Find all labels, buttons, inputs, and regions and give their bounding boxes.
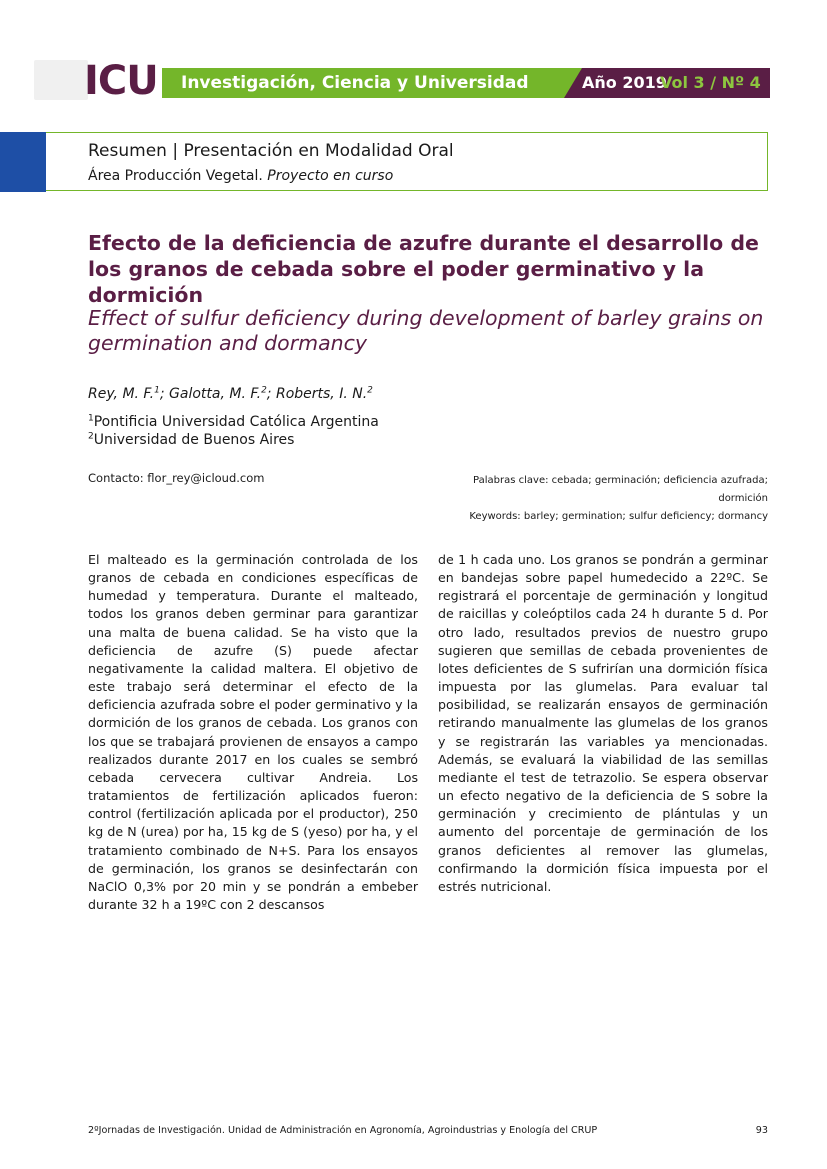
affiliation-2 xyxy=(88,431,294,449)
author-name: Galotta, M. F. xyxy=(169,386,262,402)
footer-text: 2ºJornadas de Investigación. Unidad de Administración en Agronomía, Agroindustrias y Enología del CRUP xyxy=(88,1125,598,1136)
author-separator: ; xyxy=(159,386,170,402)
keywords-block xyxy=(440,472,768,526)
contact-email: Contacto: flor_rey@icloud.com xyxy=(88,471,265,485)
affiliation-mark: 2 xyxy=(88,431,94,442)
logo-mark xyxy=(34,60,88,100)
affiliation-mark: 1 xyxy=(88,413,94,424)
area-label: Área Producción Vegetal. xyxy=(88,168,263,184)
journal-logo: ICU xyxy=(84,58,158,104)
author-affiliation-mark: 1 xyxy=(154,385,160,396)
affiliation-name: Pontificia Universidad Católica Argentina xyxy=(93,414,379,430)
page-number: 93 xyxy=(755,1125,768,1136)
keywords-english xyxy=(440,508,768,526)
keywords-label: Keywords: xyxy=(469,511,521,522)
section-marker xyxy=(0,132,46,192)
issue-year: Año 2019 xyxy=(582,73,667,92)
affiliation-name: Universidad de Buenos Aires xyxy=(93,432,295,448)
title-spanish: Efecto de la deficiencia de azufre durante el desarrollo de los granos de cebada sobre el poder germinativo y la dormición xyxy=(88,231,759,307)
project-status: Proyecto en curso xyxy=(267,168,394,184)
keywords-spanish xyxy=(440,472,768,508)
area-line xyxy=(88,166,393,186)
author-separator: ; xyxy=(266,386,276,402)
keywords-values: cebada; germinación; deficiencia azufrada; dormición xyxy=(551,475,768,504)
author-affiliation-mark: 2 xyxy=(261,385,267,396)
abstract-column-1: El malteado es la germinación controlada de los granos de cebada en condiciones específicas de humedad y temperatura. Durante el malteado, todos los granos deben germinar para garantizar una malta de buena calidad. Se ha visto que la deficiencia de azufre (S) puede afectar negativamente la calidad maltera. El objetivo de este trabajo será determinar el efecto de la deficiencia azufrada sobre el poder germinativo y la dormición de los granos de cebada. Los granos con los que se trabajará provienen de ensayos a campo realizados durante 2017 en los cuales se sembró cebada cervecera cultivar Andreia. Los tratamientos de fertilización aplicados fueron: control (fertilización aplicada por el productor), 250 kg de N (urea) por ha, 15 kg de S (yeso) por ha, y el tratamiento combinado de N+S. Para los ensayos de germinación, los granos se desinfectarán con NaClO 0,3% por 20 min y se pondrán a embeber durante 32 h a 19ºC con 2 descansos xyxy=(88,552,418,912)
author-name: Rey, M. F. xyxy=(88,386,155,402)
title-english: Effect of sulfur deficiency during development of barley grains on germination and dormancy xyxy=(88,306,764,355)
abstract-column-2: de 1 h cada uno. Los granos se pondrán a germinar en bandejas sobre papel humedecido a 22ºC. Se registrará el porcentaje de germinación y longitud de raicillas y coleóptilos cada 24 h durante 5 d. Por otro lado, resultados previos de nuestro grupo sugieren que semillas de cebada provenientes de lotes deficientes de S sufrirían una dormición física impuesta por las glumelas. Para evaluar tal posibilidad, se realizarán ensayos de germinación retirando manualmente las glumelas de los granos y se registrarán las variables ya mencionadas. Además, se evaluará la viabilidad de las semillas mediante el test de tetrazolio. Se espera observar un efecto negativo de la deficiencia de S sobre la germinación y crecimiento de plántulas y un aumento del porcentaje de germinación de los granos deficientes al remover las glumelas, confirmando la dormición física impuesta por el estrés nutricional. xyxy=(438,552,768,894)
journal-name: Investigación, Ciencia y Universidad xyxy=(181,73,529,93)
presentation-type: Resumen | Presentación en Modalidad Oral xyxy=(88,141,454,161)
author-list xyxy=(88,384,373,404)
keywords-label: Palabras clave: xyxy=(473,475,549,486)
author-affiliation-mark: 2 xyxy=(367,385,373,396)
affiliation-1 xyxy=(88,413,379,431)
keywords-values: barley; germination; sulfur deficiency; dormancy xyxy=(523,511,768,522)
issue-volume: Vol 3 / Nº 4 xyxy=(660,73,761,92)
author-name: Roberts, I. N. xyxy=(275,386,368,402)
